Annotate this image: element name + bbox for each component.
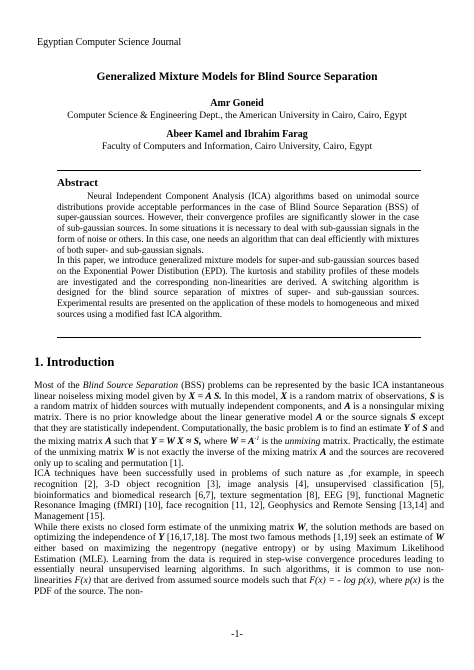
- divider: [57, 337, 421, 338]
- intro-paragraph: While there exists no closed form estimate of the unmixing matrix W, the solution methods are based on optimizing the independence of Y [16,17,18]. The most two famous methods [1,19] seek an estimate of W either based on maximizing the negentropy (negative entropy) or by using Maximum Likelihood Estimation (MLE). Learning from the data is required in step-wise convergence procedures leading to essentially neural unsupervised learning algorithms. In such algorithms, it is common to use non-linearities F(x) that are derived from assumed source models such that F(x) = - log p(x), where p(x) is the PDF of the source. The non-: [34, 521, 444, 597]
- author-name: Amr Goneid: [210, 98, 264, 109]
- author-affiliation: Faculty of Computers and Information, Cairo University, Cairo, Egypt: [101, 141, 373, 152]
- abstract-paragraph: In this paper, we introduce generalized mixture models for super-and sub-gaussian sources based on the Exponential Power Distibution (EPD). The kurtosis and stability profiles of these models are investigated and the corresponding non-linearities are derived. A switching algorithm is designed for the blind source separation of mixtres of super- and sub-gaussian sources. Experimental results are presented on the application of these models to homogeneous and mixed sources using a modified fast ICA algorithm.: [57, 255, 419, 319]
- abstract-body: [57, 191, 419, 319]
- intro-paragraph: ICA techniques have been successfully used in problems of such nature as ,for example, in speech recognition [2], 3-D object recognition [3], image analysis [4], unsupervised classification [5], bioinformatics and biomedical research [6,7], texture segmentation [8], EEG [9], functional Magnetic Resonance Imaging (fMRI) [10], face recognition [11, 12], Geophysics and Remote Sensing [13,14] and Management [15].: [34, 468, 444, 523]
- page-number: -1-: [231, 629, 243, 640]
- author-affiliation: Computer Science & Engineering Dept., the American University in Cairo, Cairo, Egypt: [67, 110, 407, 121]
- divider: [57, 170, 421, 171]
- abstract-paragraph: Neural Independent Component Analysis (ICA) algorithms based on unimodal source distributions provide acceptable performances in the case of Blind Source Separation (BSS) of super-gaussian sources. However, their convergence profiles are significantly slower in the case of sub-gaussian sources. In some situations it is necessary to deal with sub-gaussian signals in the form of noise or others. In this case, one needs an algorithm that can deal efficiently with mixtures of both super- and sub-gaussian signals.: [57, 191, 419, 255]
- abstract-heading: Abstract: [57, 177, 98, 189]
- journal-name: Egyptian Computer Science Journal: [37, 37, 182, 48]
- introduction-body: [34, 381, 444, 597]
- intro-paragraph: Most of the Blind Source Separation (BSS) problems can be represented by the basic ICA instantaneous linear noiseless mixing model given by X = A S. In this model, X is a random matrix of observations, S is a random matrix of hidden sources with mutually independent components, and A is a nonsingular mixing matrix. There is no prior knowledge about the linear generative model A or the source signals S except that they are statistically independent. Computationally, the basic problem is to find an estimate Y of S and the mixing matrix A such that Y = W X ≈ S, where $W = A^{-1}$ is the unmixing matrix. Practically, the estimate of the unmixing matrix W is not exactly the inverse of the mixing matrix A and the sources are recovered only up to scaling and permutation [1].: [34, 380, 444, 469]
- section-heading: 1. Introduction: [34, 355, 115, 369]
- author-name: Abeer Kamel and Ibrahim Farag: [166, 129, 308, 140]
- paper-title: Generalized Mixture Models for Blind Source Separation: [96, 71, 378, 83]
